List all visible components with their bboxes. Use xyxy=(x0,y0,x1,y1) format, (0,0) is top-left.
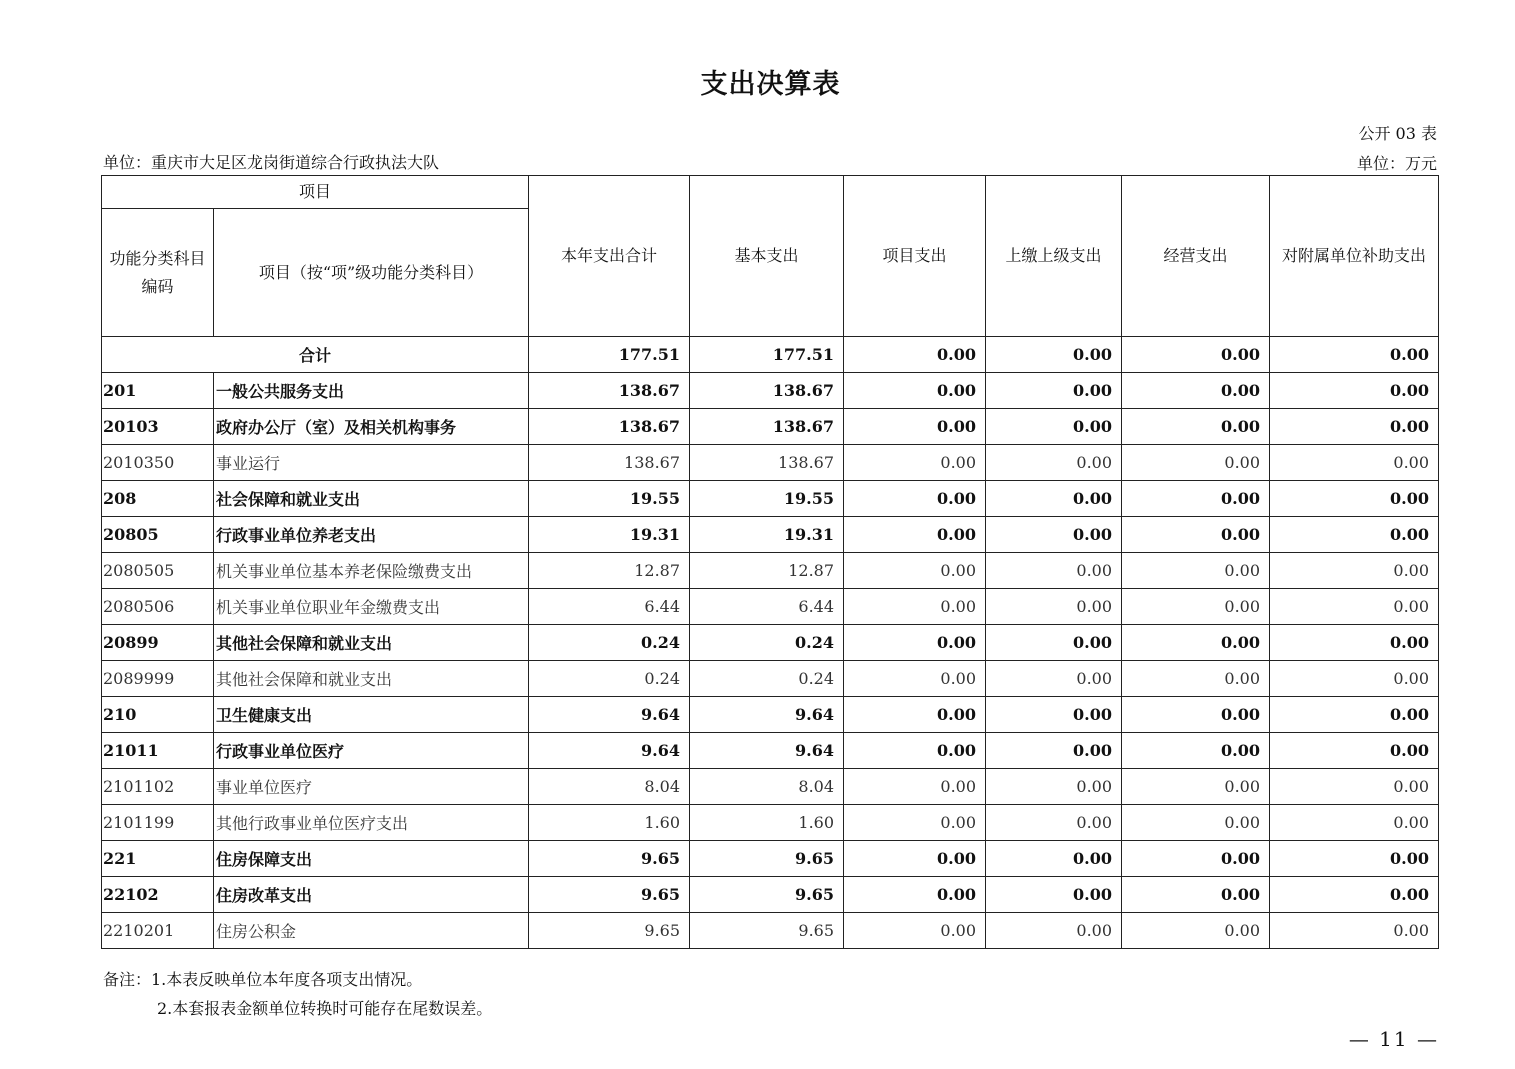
cell-subsidy: 0.00 xyxy=(1270,769,1439,805)
cell-code: 22102 xyxy=(102,877,214,913)
cell-upper: 0.00 xyxy=(986,841,1122,877)
sum-subsidy: 0.00 xyxy=(1270,337,1439,373)
cell-name: 卫生健康支出 xyxy=(214,697,529,733)
cell-subsidy: 0.00 xyxy=(1270,553,1439,589)
cell-total: 9.64 xyxy=(529,697,690,733)
cell-upper: 0.00 xyxy=(986,805,1122,841)
cell-project-exp: 0.00 xyxy=(844,661,986,697)
cell-code: 201 xyxy=(102,373,214,409)
cell-total: 0.24 xyxy=(529,661,690,697)
unit-org: 单位：重庆市大足区龙岗街道综合行政执法大队 xyxy=(103,153,440,172)
cell-code: 208 xyxy=(102,481,214,517)
sum-project-exp: 0.00 xyxy=(844,337,986,373)
cell-name: 住房保障支出 xyxy=(214,841,529,877)
table-row xyxy=(102,733,1439,769)
cell-upper: 0.00 xyxy=(986,769,1122,805)
cell-basic: 9.64 xyxy=(690,733,844,769)
cell-total: 138.67 xyxy=(529,409,690,445)
table-row xyxy=(102,913,1439,949)
cell-project-exp: 0.00 xyxy=(844,913,986,949)
cell-project-exp: 0.00 xyxy=(844,805,986,841)
cell-name: 住房公积金 xyxy=(214,913,529,949)
cell-code: 2010350 xyxy=(102,445,214,481)
cell-subsidy: 0.00 xyxy=(1270,625,1439,661)
table-row xyxy=(102,661,1439,697)
cell-project-exp: 0.00 xyxy=(844,733,986,769)
cell-basic: 138.67 xyxy=(690,373,844,409)
cell-business: 0.00 xyxy=(1122,769,1270,805)
cell-code: 2080506 xyxy=(102,589,214,625)
cell-business: 0.00 xyxy=(1122,445,1270,481)
cell-subsidy: 0.00 xyxy=(1270,409,1439,445)
page-title: 支出决算表 xyxy=(700,69,841,100)
cell-name: 政府办公厅（室）及相关机构事务 xyxy=(214,409,529,445)
sum-label: 合计 xyxy=(102,337,529,373)
cell-upper: 0.00 xyxy=(986,445,1122,481)
table-row xyxy=(102,805,1439,841)
cell-business: 0.00 xyxy=(1122,913,1270,949)
cell-subsidy: 0.00 xyxy=(1270,805,1439,841)
cell-name: 其他社会保障和就业支出 xyxy=(214,661,529,697)
cell-project-exp: 0.00 xyxy=(844,697,986,733)
cell-code: 221 xyxy=(102,841,214,877)
cell-upper: 0.00 xyxy=(986,913,1122,949)
cell-basic: 8.04 xyxy=(690,769,844,805)
cell-project-exp: 0.00 xyxy=(844,877,986,913)
cell-total: 9.65 xyxy=(529,913,690,949)
cell-total: 9.64 xyxy=(529,733,690,769)
cell-total: 8.04 xyxy=(529,769,690,805)
cell-business: 0.00 xyxy=(1122,805,1270,841)
cell-basic: 9.64 xyxy=(690,697,844,733)
cell-upper: 0.00 xyxy=(986,661,1122,697)
cell-code: 20103 xyxy=(102,409,214,445)
cell-total: 19.55 xyxy=(529,481,690,517)
cell-subsidy: 0.00 xyxy=(1270,589,1439,625)
header-business: 经营支出 xyxy=(1122,176,1270,337)
cell-basic: 6.44 xyxy=(690,589,844,625)
cell-code: 2101102 xyxy=(102,769,214,805)
page-number: — 11 — xyxy=(1348,1027,1439,1051)
cell-upper: 0.00 xyxy=(986,733,1122,769)
cell-project-exp: 0.00 xyxy=(844,625,986,661)
cell-subsidy: 0.00 xyxy=(1270,445,1439,481)
cell-business: 0.00 xyxy=(1122,733,1270,769)
cell-total: 6.44 xyxy=(529,589,690,625)
cell-total: 9.65 xyxy=(529,877,690,913)
cell-subsidy: 0.00 xyxy=(1270,481,1439,517)
cell-basic: 138.67 xyxy=(690,445,844,481)
table-row xyxy=(102,373,1439,409)
table-row xyxy=(102,589,1439,625)
unit-money: 单位：万元 xyxy=(1356,154,1437,173)
cell-upper: 0.00 xyxy=(986,697,1122,733)
cell-project-exp: 0.00 xyxy=(844,841,986,877)
header-project: 项目 xyxy=(102,176,529,209)
cell-subsidy: 0.00 xyxy=(1270,697,1439,733)
sum-row xyxy=(102,337,1439,373)
cell-basic: 0.24 xyxy=(690,661,844,697)
table-row xyxy=(102,625,1439,661)
cell-total: 138.67 xyxy=(529,373,690,409)
cell-name: 其他行政事业单位医疗支出 xyxy=(214,805,529,841)
cell-business: 0.00 xyxy=(1122,841,1270,877)
cell-project-exp: 0.00 xyxy=(844,445,986,481)
sum-upper: 0.00 xyxy=(986,337,1122,373)
cell-project-exp: 0.00 xyxy=(844,589,986,625)
cell-name: 住房改革支出 xyxy=(214,877,529,913)
cell-business: 0.00 xyxy=(1122,877,1270,913)
cell-business: 0.00 xyxy=(1122,697,1270,733)
cell-name: 事业单位医疗 xyxy=(214,769,529,805)
cell-project-exp: 0.00 xyxy=(844,553,986,589)
cell-project-exp: 0.00 xyxy=(844,481,986,517)
cell-name: 事业运行 xyxy=(214,445,529,481)
cell-name: 行政事业单位养老支出 xyxy=(214,517,529,553)
cell-name: 其他社会保障和就业支出 xyxy=(214,625,529,661)
cell-upper: 0.00 xyxy=(986,481,1122,517)
cell-business: 0.00 xyxy=(1122,661,1270,697)
header-total: 本年支出合计 xyxy=(529,176,690,337)
cell-business: 0.00 xyxy=(1122,409,1270,445)
sum-total: 177.51 xyxy=(529,337,690,373)
table-row xyxy=(102,841,1439,877)
cell-code: 20805 xyxy=(102,517,214,553)
cell-basic: 9.65 xyxy=(690,841,844,877)
cell-basic: 12.87 xyxy=(690,553,844,589)
cell-name: 机关事业单位基本养老保险缴费支出 xyxy=(214,553,529,589)
cell-subsidy: 0.00 xyxy=(1270,661,1439,697)
cell-basic: 1.60 xyxy=(690,805,844,841)
cell-project-exp: 0.00 xyxy=(844,769,986,805)
form-id: 公开 03 表 xyxy=(1358,124,1437,143)
header-basic: 基本支出 xyxy=(690,176,844,337)
cell-basic: 138.67 xyxy=(690,409,844,445)
cell-subsidy: 0.00 xyxy=(1270,373,1439,409)
cell-total: 12.87 xyxy=(529,553,690,589)
sum-business: 0.00 xyxy=(1122,337,1270,373)
cell-upper: 0.00 xyxy=(986,625,1122,661)
table-row xyxy=(102,445,1439,481)
header-name: 项目（按“项”级功能分类科目） xyxy=(214,209,529,337)
expenditure-table xyxy=(101,175,1439,949)
cell-business: 0.00 xyxy=(1122,625,1270,661)
cell-basic: 9.65 xyxy=(690,913,844,949)
note-line-2: 2.本套报表金额单位转换时可能存在尾数误差。 xyxy=(157,999,493,1018)
cell-name: 行政事业单位医疗 xyxy=(214,733,529,769)
header-subsidy: 对附属单位补助支出 xyxy=(1270,176,1439,337)
cell-total: 9.65 xyxy=(529,841,690,877)
note-line-1: 备注：1.本表反映单位本年度各项支出情况。 xyxy=(103,970,423,989)
cell-basic: 19.31 xyxy=(690,517,844,553)
cell-code: 210 xyxy=(102,697,214,733)
table-row xyxy=(102,697,1439,733)
cell-upper: 0.00 xyxy=(986,517,1122,553)
cell-code: 21011 xyxy=(102,733,214,769)
cell-name: 机关事业单位职业年金缴费支出 xyxy=(214,589,529,625)
cell-total: 138.67 xyxy=(529,445,690,481)
cell-basic: 9.65 xyxy=(690,877,844,913)
table-row xyxy=(102,409,1439,445)
cell-basic: 19.55 xyxy=(690,481,844,517)
cell-code: 2080505 xyxy=(102,553,214,589)
sum-basic: 177.51 xyxy=(690,337,844,373)
header-project-exp: 项目支出 xyxy=(844,176,986,337)
cell-subsidy: 0.00 xyxy=(1270,913,1439,949)
table-row xyxy=(102,769,1439,805)
cell-upper: 0.00 xyxy=(986,589,1122,625)
cell-code: 2210201 xyxy=(102,913,214,949)
cell-upper: 0.00 xyxy=(986,373,1122,409)
cell-total: 0.24 xyxy=(529,625,690,661)
cell-project-exp: 0.00 xyxy=(844,517,986,553)
cell-subsidy: 0.00 xyxy=(1270,517,1439,553)
cell-business: 0.00 xyxy=(1122,373,1270,409)
cell-business: 0.00 xyxy=(1122,553,1270,589)
cell-business: 0.00 xyxy=(1122,481,1270,517)
cell-business: 0.00 xyxy=(1122,517,1270,553)
cell-upper: 0.00 xyxy=(986,877,1122,913)
cell-code: 2089999 xyxy=(102,661,214,697)
cell-code: 20899 xyxy=(102,625,214,661)
cell-basic: 0.24 xyxy=(690,625,844,661)
cell-business: 0.00 xyxy=(1122,589,1270,625)
table-row xyxy=(102,877,1439,913)
header-upper: 上缴上级支出 xyxy=(986,176,1122,337)
header-code: 功能分类科目编码 xyxy=(102,209,214,337)
cell-project-exp: 0.00 xyxy=(844,373,986,409)
cell-subsidy: 0.00 xyxy=(1270,733,1439,769)
cell-project-exp: 0.00 xyxy=(844,409,986,445)
table-row xyxy=(102,481,1439,517)
cell-upper: 0.00 xyxy=(986,409,1122,445)
cell-total: 1.60 xyxy=(529,805,690,841)
cell-name: 一般公共服务支出 xyxy=(214,373,529,409)
table-row xyxy=(102,553,1439,589)
cell-subsidy: 0.00 xyxy=(1270,841,1439,877)
table-row xyxy=(102,517,1439,553)
cell-code: 2101199 xyxy=(102,805,214,841)
cell-total: 19.31 xyxy=(529,517,690,553)
cell-upper: 0.00 xyxy=(986,553,1122,589)
cell-name: 社会保障和就业支出 xyxy=(214,481,529,517)
cell-subsidy: 0.00 xyxy=(1270,877,1439,913)
